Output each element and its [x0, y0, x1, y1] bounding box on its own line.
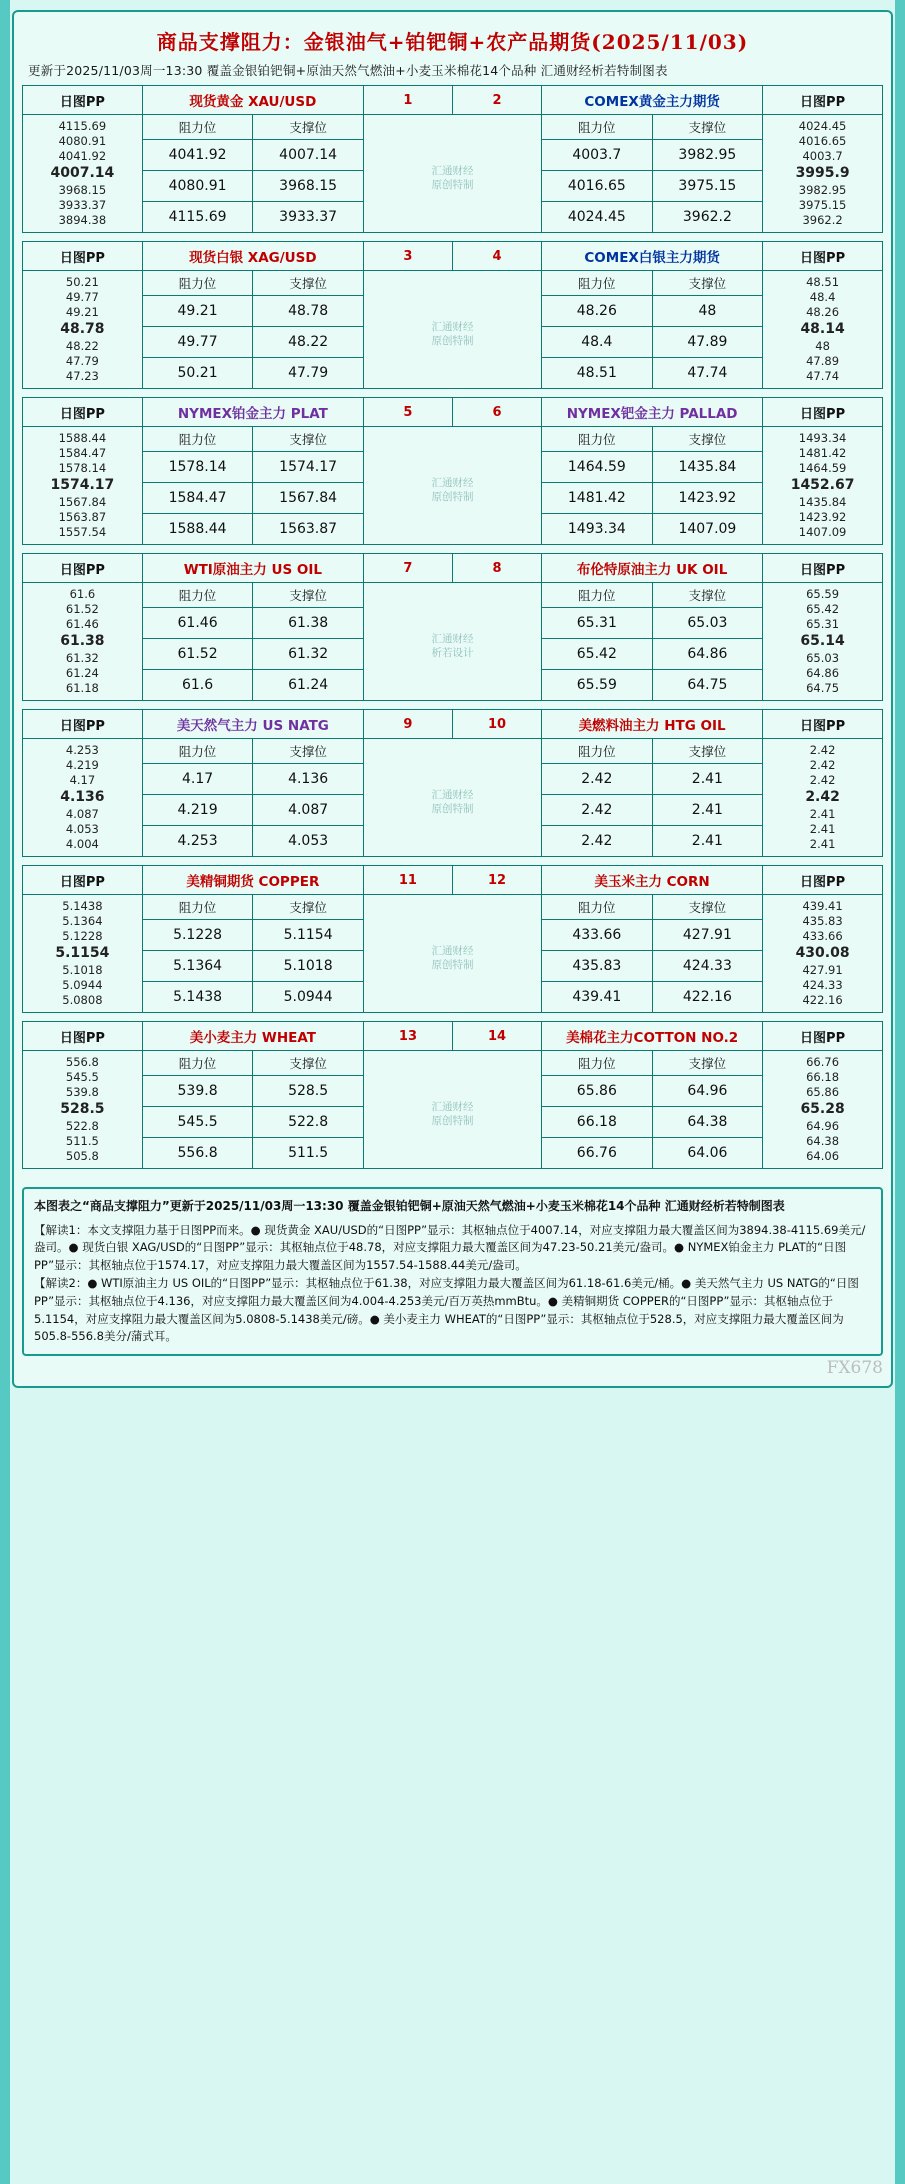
resistance-value-5-2: 1588.44: [142, 514, 253, 545]
resistance-value-10-2: 2.42: [542, 826, 653, 857]
resistance-value-11-2: 5.1438: [142, 982, 253, 1013]
resistance-value-7-2: 61.6: [142, 670, 253, 701]
block-number-4: 4: [452, 242, 541, 271]
resistance-header-3: 阻力位: [142, 271, 253, 296]
side-level-right-2-2: 4003.7: [802, 149, 843, 164]
side-level-right-6-2: 1464.59: [798, 461, 847, 476]
instrument-title-9: 美天然气主力 US NATG: [142, 710, 363, 739]
side-level-left-9-4: 4.087: [65, 806, 99, 821]
resistance-value-14-1: 66.18: [542, 1107, 653, 1138]
side-level-right-10-2: 2.42: [809, 773, 836, 788]
support-header-11: 支撑位: [253, 895, 364, 920]
instrument-title-6: NYMEX钯金主力 PALLAD: [542, 398, 763, 427]
block-number-10: 10: [452, 710, 541, 739]
support-value-7-1: 61.32: [253, 639, 364, 670]
support-header-6: 支撑位: [652, 427, 763, 452]
pp-header-left-2: 日图PP: [23, 398, 143, 427]
side-level-left-3-5: 47.79: [65, 353, 99, 368]
side-level-left-1-0: 4115.69: [58, 118, 107, 133]
side-level-left-11-5: 5.0944: [62, 977, 103, 992]
support-value-11-0: 5.1154: [253, 920, 364, 951]
resistance-value-12-2: 439.41: [542, 982, 653, 1013]
resistance-value-10-0: 2.42: [542, 764, 653, 795]
support-header-2: 支撑位: [652, 115, 763, 140]
resistance-value-2-0: 4003.7: [542, 140, 653, 171]
block-pair-3: [22, 553, 883, 701]
side-level-left-13-3: 528.5: [60, 1101, 105, 1118]
side-level-left-11-6: 5.0808: [62, 992, 103, 1007]
support-value-8-0: 65.03: [652, 608, 763, 639]
side-level-left-7-6: 61.18: [65, 680, 99, 695]
resistance-header-6: 阻力位: [542, 427, 653, 452]
side-level-right-12-3: 430.08: [795, 945, 850, 962]
support-header-14: 支撑位: [652, 1051, 763, 1076]
side-level-right-8-4: 65.03: [806, 650, 840, 665]
side-level-left-7-1: 61.52: [65, 602, 99, 617]
side-level-right-2-6: 3962.2: [802, 212, 843, 227]
side-level-right-2-3: 3995.9: [795, 165, 850, 182]
side-levels-left-13: [23, 1051, 143, 1169]
side-level-left-7-3: 61.38: [60, 633, 105, 650]
side-levels-right-12: [763, 895, 883, 1013]
side-levels-left-9: [23, 739, 143, 857]
side-level-right-10-3: 2.42: [805, 789, 840, 806]
side-level-right-4-0: 48.51: [806, 274, 840, 289]
support-value-1-1: 3968.15: [253, 171, 364, 202]
instrument-title-11: 美精铜期货 COPPER: [142, 866, 363, 895]
side-level-right-4-2: 48.26: [806, 305, 840, 320]
watermark-6: 汇通财经 原创特制: [363, 1051, 541, 1169]
side-level-right-14-4: 64.96: [806, 1118, 840, 1133]
side-level-left-5-4: 1567.84: [58, 494, 107, 509]
support-value-3-2: 47.79: [253, 358, 364, 389]
instrument-title-8: 布伦特原油主力 UK OIL: [542, 554, 763, 583]
side-level-left-3-2: 49.21: [65, 305, 99, 320]
support-value-10-1: 2.41: [652, 795, 763, 826]
side-level-left-5-1: 1584.47: [58, 446, 107, 461]
watermark-0: 汇通财经 原创特制: [363, 115, 541, 233]
support-value-3-1: 48.22: [253, 327, 364, 358]
resistance-value-3-0: 49.21: [142, 296, 253, 327]
blocks-container: [22, 85, 883, 1177]
side-level-left-5-2: 1578.14: [58, 461, 107, 476]
block-table-1: [22, 241, 883, 389]
resistance-value-1-2: 4115.69: [142, 202, 253, 233]
watermark-3: 汇通财经 析若设计: [363, 583, 541, 701]
footer-title: 本图表之“商品支撑阻力”更新于2025/11/03周一13:30 覆盖金银铂钯铜+原油天然气燃油+小麦玉米棉花14个品种 汇通财经析若特制图表: [34, 1199, 785, 1213]
side-level-right-4-4: 48: [815, 338, 830, 353]
block-pair-2: [22, 397, 883, 545]
support-value-1-0: 4007.14: [253, 140, 364, 171]
side-level-right-2-5: 3975.15: [798, 197, 847, 212]
pp-header-right-1: 日图PP: [763, 242, 883, 271]
support-header-13: 支撑位: [253, 1051, 364, 1076]
support-value-4-0: 48: [652, 296, 763, 327]
side-level-right-12-1: 435.83: [802, 914, 843, 929]
resistance-value-13-1: 545.5: [142, 1107, 253, 1138]
resistance-value-10-1: 2.42: [542, 795, 653, 826]
block-table-4: [22, 709, 883, 857]
resistance-value-8-2: 65.59: [542, 670, 653, 701]
support-value-12-2: 422.16: [652, 982, 763, 1013]
support-value-12-0: 427.91: [652, 920, 763, 951]
support-value-4-2: 47.74: [652, 358, 763, 389]
instrument-title-12: 美玉米主力 CORN: [542, 866, 763, 895]
resistance-value-6-2: 1493.34: [542, 514, 653, 545]
side-level-right-2-0: 4024.45: [798, 118, 847, 133]
pp-header-right-3: 日图PP: [763, 554, 883, 583]
side-level-left-11-0: 5.1438: [62, 898, 103, 913]
side-level-right-8-2: 65.31: [806, 617, 840, 632]
block-number-2: 2: [452, 86, 541, 115]
pp-header-left-5: 日图PP: [23, 866, 143, 895]
resistance-value-7-0: 61.46: [142, 608, 253, 639]
side-level-left-9-6: 4.004: [65, 836, 99, 851]
side-level-right-12-2: 433.66: [802, 929, 843, 944]
resistance-value-3-2: 50.21: [142, 358, 253, 389]
pp-header-right-0: 日图PP: [763, 86, 883, 115]
side-level-left-11-3: 5.1154: [55, 945, 110, 962]
side-level-left-5-3: 1574.17: [50, 477, 115, 494]
side-level-left-5-5: 1563.87: [58, 509, 107, 524]
support-value-10-2: 2.41: [652, 826, 763, 857]
support-header-4: 支撑位: [652, 271, 763, 296]
support-value-3-0: 48.78: [253, 296, 364, 327]
support-value-1-2: 3933.37: [253, 202, 364, 233]
side-level-right-10-5: 2.41: [809, 821, 836, 836]
side-level-right-14-3: 65.28: [800, 1101, 845, 1118]
support-value-9-2: 4.053: [253, 826, 364, 857]
side-levels-right-4: [763, 271, 883, 389]
resistance-header-12: 阻力位: [542, 895, 653, 920]
pp-header-left-1: 日图PP: [23, 242, 143, 271]
main-card: [12, 10, 893, 1388]
support-header-12: 支撑位: [652, 895, 763, 920]
support-value-14-0: 64.96: [652, 1076, 763, 1107]
pp-header-left-3: 日图PP: [23, 554, 143, 583]
side-levels-left-3: [23, 271, 143, 389]
side-level-right-14-0: 66.76: [806, 1054, 840, 1069]
side-levels-right-14: [763, 1051, 883, 1169]
resistance-header-11: 阻力位: [142, 895, 253, 920]
watermark-5: 汇通财经 原创特制: [363, 895, 541, 1013]
support-header-1: 支撑位: [253, 115, 364, 140]
instrument-title-14: 美棉花主力COTTON NO.2: [542, 1022, 763, 1051]
support-value-2-0: 3982.95: [652, 140, 763, 171]
block-number-11: 11: [363, 866, 452, 895]
block-table-6: [22, 1021, 883, 1169]
resistance-header-9: 阻力位: [142, 739, 253, 764]
pp-header-right-5: 日图PP: [763, 866, 883, 895]
block-table-5: [22, 865, 883, 1013]
support-header-8: 支撑位: [652, 583, 763, 608]
side-level-right-14-1: 66.18: [806, 1070, 840, 1085]
resistance-value-5-0: 1578.14: [142, 452, 253, 483]
support-value-4-1: 47.89: [652, 327, 763, 358]
resistance-value-13-0: 539.8: [142, 1076, 253, 1107]
support-value-6-1: 1423.92: [652, 483, 763, 514]
side-levels-left-1: [23, 115, 143, 233]
support-header-3: 支撑位: [253, 271, 364, 296]
instrument-title-1: 现货黄金 XAU/USD: [142, 86, 363, 115]
support-header-7: 支撑位: [253, 583, 364, 608]
side-levels-right-8: [763, 583, 883, 701]
footer-note-1: 【解读1：本文支撑阻力基于日图PP而来。● 现货黄金 XAU/USD的“日图PP”显示：其枢轴点位于4007.14，对应支撑阻力最大覆盖区间为3894.38-4115.69美元/盎司。● 现货白银 XAG/USD的“日图PP”显示：其枢轴点位于48.78，对应支撑阻力最大覆盖区间为47.23-50.21美元/盎司。● NYMEX铂金主力 PLAT的“日图PP”显示：其枢轴点位于1574.17，对应支撑阻力最大覆盖区间为1557.54-1588.44美元/盎司。: [34, 1222, 866, 1273]
side-level-right-6-5: 1423.92: [798, 509, 847, 524]
block-number-14: 14: [452, 1022, 541, 1051]
block-table-2: [22, 397, 883, 545]
side-levels-right-10: [763, 739, 883, 857]
side-level-left-13-2: 539.8: [65, 1085, 99, 1100]
side-level-left-1-4: 3968.15: [58, 182, 107, 197]
fx-watermark: FX678: [826, 1358, 883, 1379]
pp-header-left-6: 日图PP: [23, 1022, 143, 1051]
block-number-13: 13: [363, 1022, 452, 1051]
side-level-right-14-5: 64.38: [806, 1133, 840, 1148]
resistance-value-11-0: 5.1228: [142, 920, 253, 951]
side-level-left-1-5: 3933.37: [58, 197, 107, 212]
side-level-left-9-2: 4.17: [69, 773, 96, 788]
resistance-value-4-1: 48.4: [542, 327, 653, 358]
side-levels-left-7: [23, 583, 143, 701]
resistance-header-5: 阻力位: [142, 427, 253, 452]
block-pair-0: [22, 85, 883, 233]
support-value-14-2: 64.06: [652, 1138, 763, 1169]
side-level-right-6-0: 1493.34: [798, 430, 847, 445]
side-level-right-2-4: 3982.95: [798, 182, 847, 197]
side-level-left-9-1: 4.219: [65, 758, 99, 773]
side-level-right-10-1: 2.42: [809, 758, 836, 773]
block-table-3: [22, 553, 883, 701]
side-level-right-6-3: 1452.67: [790, 477, 855, 494]
support-value-2-1: 3975.15: [652, 171, 763, 202]
side-level-right-12-5: 424.33: [802, 977, 843, 992]
resistance-header-2: 阻力位: [542, 115, 653, 140]
side-level-right-8-5: 64.86: [806, 665, 840, 680]
resistance-header-13: 阻力位: [142, 1051, 253, 1076]
side-level-left-9-3: 4.136: [60, 789, 105, 806]
resistance-value-9-2: 4.253: [142, 826, 253, 857]
side-level-right-2-1: 4016.65: [798, 134, 847, 149]
support-value-14-1: 64.38: [652, 1107, 763, 1138]
resistance-value-2-2: 4024.45: [542, 202, 653, 233]
support-value-11-1: 5.1018: [253, 951, 364, 982]
side-level-left-3-4: 48.22: [65, 338, 99, 353]
pp-header-right-4: 日图PP: [763, 710, 883, 739]
support-value-13-2: 511.5: [253, 1138, 364, 1169]
support-value-7-2: 61.24: [253, 670, 364, 701]
resistance-value-5-1: 1584.47: [142, 483, 253, 514]
resistance-value-13-2: 556.8: [142, 1138, 253, 1169]
side-level-right-12-6: 422.16: [802, 992, 843, 1007]
side-level-left-13-1: 545.5: [65, 1070, 99, 1085]
support-value-5-0: 1574.17: [253, 452, 364, 483]
side-level-right-10-6: 2.41: [809, 836, 836, 851]
side-level-right-6-6: 1407.09: [798, 524, 847, 539]
instrument-title-7: WTI原油主力 US OIL: [142, 554, 363, 583]
side-level-right-14-2: 65.86: [806, 1085, 840, 1100]
side-levels-left-5: [23, 427, 143, 545]
side-level-left-11-2: 5.1228: [62, 929, 103, 944]
resistance-value-8-1: 65.42: [542, 639, 653, 670]
side-level-right-8-3: 65.14: [800, 633, 845, 650]
instrument-title-10: 美燃料油主力 HTG OIL: [542, 710, 763, 739]
watermark-4: 汇通财经 原创特制: [363, 739, 541, 857]
footer-note: [22, 1187, 883, 1356]
resistance-value-7-1: 61.52: [142, 639, 253, 670]
instrument-title-13: 美小麦主力 WHEAT: [142, 1022, 363, 1051]
side-level-left-1-2: 4041.92: [58, 149, 107, 164]
side-level-right-8-1: 65.42: [806, 602, 840, 617]
resistance-value-12-0: 433.66: [542, 920, 653, 951]
side-level-left-13-0: 556.8: [65, 1054, 99, 1069]
support-header-10: 支撑位: [652, 739, 763, 764]
side-level-right-6-1: 1481.42: [798, 446, 847, 461]
side-level-right-12-0: 439.41: [802, 898, 843, 913]
side-level-left-3-6: 47.23: [65, 368, 99, 383]
support-value-2-2: 3962.2: [652, 202, 763, 233]
resistance-value-4-0: 48.26: [542, 296, 653, 327]
support-value-13-0: 528.5: [253, 1076, 364, 1107]
side-level-left-7-5: 61.24: [65, 665, 99, 680]
support-value-10-0: 2.41: [652, 764, 763, 795]
block-number-6: 6: [452, 398, 541, 427]
resistance-value-11-1: 5.1364: [142, 951, 253, 982]
side-level-right-4-6: 47.74: [806, 368, 840, 383]
resistance-header-8: 阻力位: [542, 583, 653, 608]
side-levels-left-11: [23, 895, 143, 1013]
block-pair-6: [22, 1021, 883, 1169]
block-number-8: 8: [452, 554, 541, 583]
page-title: 商品支撑阻力：金银油气+铂钯铜+农产品期货(2025/11/03): [156, 30, 749, 54]
side-level-right-10-0: 2.42: [809, 742, 836, 757]
side-level-left-13-6: 505.8: [65, 1148, 99, 1163]
block-pair-5: [22, 865, 883, 1013]
resistance-value-4-2: 48.51: [542, 358, 653, 389]
side-level-left-3-3: 48.78: [60, 321, 105, 338]
support-value-5-1: 1567.84: [253, 483, 364, 514]
resistance-value-6-1: 1481.42: [542, 483, 653, 514]
block-number-12: 12: [452, 866, 541, 895]
side-level-left-5-0: 1588.44: [58, 430, 107, 445]
instrument-title-3: 现货白银 XAG/USD: [142, 242, 363, 271]
side-level-left-11-1: 5.1364: [62, 914, 103, 929]
resistance-header-14: 阻力位: [542, 1051, 653, 1076]
resistance-value-9-0: 4.17: [142, 764, 253, 795]
side-level-left-3-0: 50.21: [65, 274, 99, 289]
side-levels-right-2: [763, 115, 883, 233]
side-level-left-5-6: 1557.54: [58, 524, 107, 539]
block-number-1: 1: [363, 86, 452, 115]
side-level-right-8-0: 65.59: [806, 586, 840, 601]
side-level-left-9-0: 4.253: [65, 742, 99, 757]
resistance-value-2-1: 4016.65: [542, 171, 653, 202]
resistance-value-9-1: 4.219: [142, 795, 253, 826]
resistance-value-1-1: 4080.91: [142, 171, 253, 202]
support-value-12-1: 424.33: [652, 951, 763, 982]
support-value-8-1: 64.86: [652, 639, 763, 670]
block-number-9: 9: [363, 710, 452, 739]
support-value-6-2: 1407.09: [652, 514, 763, 545]
footer-note-2: 【解读2：● WTI原油主力 US OIL的“日图PP”显示：其枢轴点位于61.38，对应支撑阻力最大覆盖区间为61.18-61.6美元/桶。● 美天然气主力 US NATG的“日图PP”显示：其枢轴点位于4.136，对应支撑阻力最大覆盖区间为4.004-4.253美元/百万英热mmBtu。● 美精铜期货 COPPER的“日图PP”显示：其枢轴点位于5.1154，对应支撑阻力最大覆盖区间为5.0808-5.1438美元/磅。● 美小麦主力 WHEAT的“日图PP”显示：其枢轴点位于528.5，对应支撑阻力最大覆盖区间为505.8-556.8美分/蒲式耳。: [34, 1276, 859, 1344]
pp-header-left-4: 日图PP: [23, 710, 143, 739]
side-levels-right-6: [763, 427, 883, 545]
side-level-left-7-2: 61.46: [65, 617, 99, 632]
watermark-1: 汇通财经 原创特制: [363, 271, 541, 389]
side-level-left-1-3: 4007.14: [50, 165, 115, 182]
watermark-2: 汇通财经 原创特制: [363, 427, 541, 545]
support-value-6-0: 1435.84: [652, 452, 763, 483]
side-level-left-7-4: 61.32: [65, 650, 99, 665]
resistance-value-14-0: 65.86: [542, 1076, 653, 1107]
resistance-value-8-0: 65.31: [542, 608, 653, 639]
resistance-header-1: 阻力位: [142, 115, 253, 140]
block-number-5: 5: [363, 398, 452, 427]
side-level-left-13-5: 511.5: [65, 1133, 99, 1148]
side-level-left-1-6: 3894.38: [58, 212, 107, 227]
block-number-7: 7: [363, 554, 452, 583]
side-level-left-13-4: 522.8: [65, 1118, 99, 1133]
instrument-title-5: NYMEX铂金主力 PLAT: [142, 398, 363, 427]
side-level-left-9-5: 4.053: [65, 821, 99, 836]
pp-header-right-2: 日图PP: [763, 398, 883, 427]
resistance-value-1-0: 4041.92: [142, 140, 253, 171]
block-number-3: 3: [363, 242, 452, 271]
block-pair-1: [22, 241, 883, 389]
side-level-right-10-4: 2.41: [809, 806, 836, 821]
support-header-9: 支撑位: [253, 739, 364, 764]
support-value-5-2: 1563.87: [253, 514, 364, 545]
resistance-value-12-1: 435.83: [542, 951, 653, 982]
side-level-right-4-5: 47.89: [806, 353, 840, 368]
pp-header-left-0: 日图PP: [23, 86, 143, 115]
support-value-11-2: 5.0944: [253, 982, 364, 1013]
page-subtitle: 更新于2025/11/03周一13:30 覆盖金银铂钯铜+原油天然气燃油+小麦玉米棉花14个品种 汇通财经析若特制图表: [28, 63, 668, 78]
resistance-header-7: 阻力位: [142, 583, 253, 608]
pp-header-right-6: 日图PP: [763, 1022, 883, 1051]
side-level-right-4-3: 48.14: [800, 321, 845, 338]
resistance-value-14-2: 66.76: [542, 1138, 653, 1169]
support-value-9-0: 4.136: [253, 764, 364, 795]
support-value-8-2: 64.75: [652, 670, 763, 701]
side-level-left-3-1: 49.77: [65, 290, 99, 305]
support-value-9-1: 4.087: [253, 795, 364, 826]
side-level-right-6-4: 1435.84: [798, 494, 847, 509]
resistance-value-3-1: 49.77: [142, 327, 253, 358]
instrument-title-2: COMEX黄金主力期货: [542, 86, 763, 115]
side-level-right-8-6: 64.75: [806, 680, 840, 695]
side-level-right-4-1: 48.4: [809, 290, 836, 305]
side-level-left-1-1: 4080.91: [58, 134, 107, 149]
side-level-left-11-4: 5.1018: [62, 962, 103, 977]
resistance-header-10: 阻力位: [542, 739, 653, 764]
block-table-0: [22, 85, 883, 233]
side-level-right-12-4: 427.91: [802, 962, 843, 977]
resistance-value-6-0: 1464.59: [542, 452, 653, 483]
support-value-7-0: 61.38: [253, 608, 364, 639]
side-level-left-7-0: 61.6: [69, 586, 96, 601]
side-level-right-14-6: 64.06: [806, 1148, 840, 1163]
block-pair-4: [22, 709, 883, 857]
support-header-5: 支撑位: [253, 427, 364, 452]
resistance-header-4: 阻力位: [542, 271, 653, 296]
instrument-title-4: COMEX白银主力期货: [542, 242, 763, 271]
support-value-13-1: 522.8: [253, 1107, 364, 1138]
